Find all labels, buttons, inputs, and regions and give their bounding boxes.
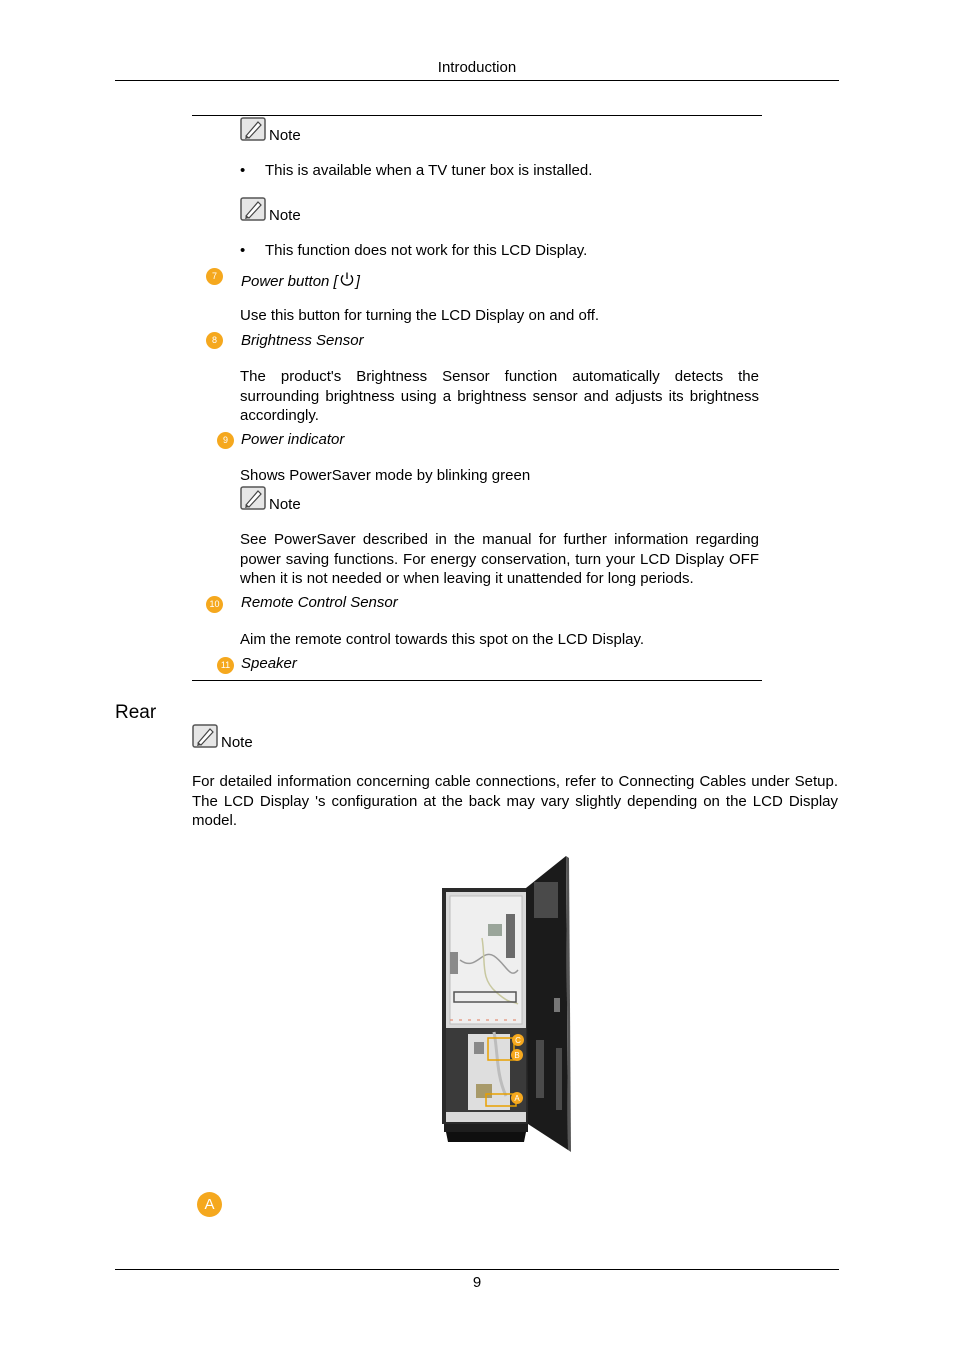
item-title-power-button-close: ]	[355, 273, 360, 290]
bullet-dot: •	[240, 242, 246, 259]
table-top-rule	[192, 115, 762, 116]
note-label: Note	[221, 734, 253, 751]
note-icon	[240, 117, 266, 141]
item-desc-power-indicator: Shows PowerSaver mode by blinking green	[240, 467, 531, 484]
marker-a-badge: A	[197, 1192, 222, 1217]
power-saver-note-text: See PowerSaver described in the manual for further information regarding power saving functions. For energy conservation, turn your LCD Display OFF when it is not needed or when leaving it unattended for long periods.	[240, 531, 759, 587]
bullet-dot: •	[240, 162, 246, 179]
footer-rule	[115, 1269, 839, 1270]
item-title-power-button	[241, 271, 360, 290]
item-title-remote-control-sensor: Remote Control Sensor	[241, 594, 398, 611]
table-bottom-rule	[192, 680, 762, 681]
note-tv-tuner-text: This is available when a TV tuner box is installed.	[265, 162, 593, 179]
note-icon	[240, 486, 266, 510]
callout-c: C	[515, 1036, 521, 1045]
page-header: Introduction	[437, 59, 517, 76]
note-icon	[192, 724, 218, 748]
header-rule	[115, 80, 839, 81]
callout-a: A	[514, 1094, 520, 1103]
item-badge-11: 11	[217, 657, 234, 674]
item-badge-7: 7	[206, 268, 223, 285]
item-badge-9: 9	[217, 432, 234, 449]
item-desc-remote-control-sensor: Aim the remote control towards this spot on the LCD Display.	[240, 631, 645, 648]
rear-note-text: For detailed information concerning cable connections, refer to Connecting Cables under Setup. The LCD Display 's configuration at the back may vary slightly depending on the LCD Display model.	[192, 773, 838, 829]
item-badge-10: 10	[206, 596, 223, 613]
note-lcd-text: This function does not work for this LCD Display.	[265, 242, 588, 259]
item-desc-power-button: Use this button for turning the LCD Display on and off.	[240, 307, 600, 324]
item-title-speaker: Speaker	[241, 655, 297, 672]
note-label: Note	[269, 207, 301, 224]
note-label: Note	[269, 127, 301, 144]
note-label: Note	[269, 496, 301, 513]
item-desc-brightness-sensor: The product's Brightness Sensor function automatically detects the surrounding brightness using a brightness sensor and adjusts its brightness accordingly.	[240, 368, 759, 424]
callout-b: B	[514, 1051, 520, 1060]
item-title-brightness-sensor: Brightness Sensor	[241, 332, 364, 349]
note-icon	[240, 197, 266, 221]
item-title-power-button-text: Power button [	[241, 273, 338, 290]
section-heading-rear: Rear	[115, 702, 157, 723]
item-title-power-indicator: Power indicator	[241, 431, 345, 448]
item-badge-8: 8	[206, 332, 223, 349]
power-icon	[339, 271, 355, 287]
page-number: 9	[472, 1274, 482, 1291]
lcd-rear-illustration	[436, 852, 586, 1154]
